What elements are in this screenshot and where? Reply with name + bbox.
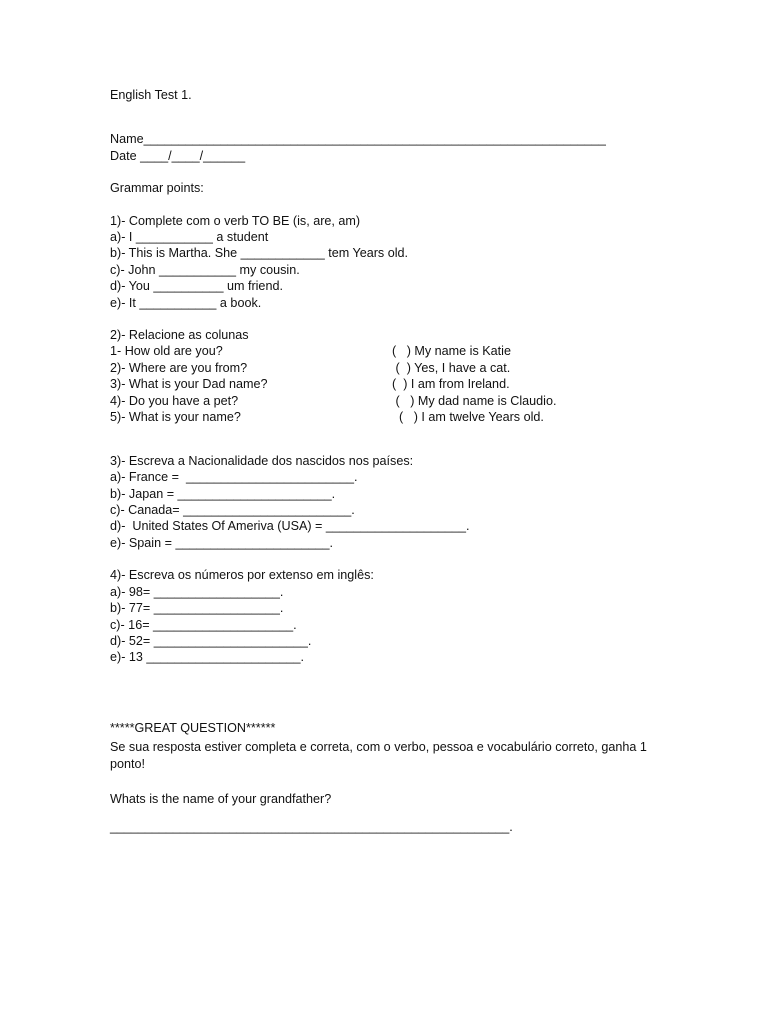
section3-item: e)- Spain = ______________________.: [110, 536, 334, 550]
section4-item: b)- 77= __________________.: [110, 601, 284, 615]
section2-question: 3)- What is your Dad name?: [110, 377, 268, 391]
section2-answer: ( ) My dad name is Claudio.: [392, 394, 557, 408]
section1-item: c)- John ___________ my cousin.: [110, 263, 300, 277]
section4-item: d)- 52= ______________________.: [110, 634, 312, 648]
date-field-line: Date ____/____/______: [110, 149, 246, 163]
section2-answer: ( ) My name is Katie: [392, 344, 511, 358]
document-title: English Test 1.: [110, 88, 192, 102]
section2-question: 4)- Do you have a pet?: [110, 394, 239, 408]
section1-item: a)- I ___________ a student: [110, 230, 269, 244]
grammar-points-heading: Grammar points:: [110, 181, 204, 195]
section2-heading: 2)- Relacione as colunas: [110, 328, 249, 342]
section1-heading: 1)- Complete com o verb TO BE (is, are, am): [110, 214, 361, 228]
section2-answer: ( ) I am from Ireland.: [392, 377, 510, 391]
section2-answer: ( ) I am twelve Years old.: [392, 410, 544, 424]
name-field-line: Name__________________________________________________________________: [110, 132, 606, 146]
great-question-answer-line: _________________________________________________________.: [110, 820, 513, 834]
great-question-text: Se sua resposta estiver completa e correta, com o verbo, pessoa e vocabulário correto, ganha 1: [110, 740, 647, 754]
section1-item: b)- This is Martha. She ____________ tem Years old.: [110, 246, 409, 260]
section4-item: e)- 13 ______________________.: [110, 650, 304, 664]
section2-question: 1- How old are you?: [110, 344, 223, 358]
section3-heading: 3)- Escreva a Nacionalidade dos nascidos nos países:: [110, 454, 414, 468]
section1-item: e)- It ___________ a book.: [110, 296, 262, 310]
section3-item: b)- Japan = ______________________.: [110, 487, 336, 501]
section4-heading: 4)- Escreva os números por extenso em inglês:: [110, 568, 374, 582]
section3-item: c)- Canada= ________________________.: [110, 503, 355, 517]
section4-item: c)- 16= ____________________.: [110, 618, 297, 632]
section4-item: a)- 98= __________________.: [110, 585, 284, 599]
section2-answer: ( ) Yes, I have a cat.: [392, 361, 511, 375]
section3-item: a)- France = ________________________.: [110, 470, 358, 484]
great-question-text: ponto!: [110, 757, 146, 771]
section2-question: 2)- Where are you from?: [110, 361, 248, 375]
section2-question: 5)- What is your name?: [110, 410, 241, 424]
section3-item: d)- United States Of Ameriva (USA) = ____________________.: [110, 519, 470, 533]
great-question-prompt: Whats is the name of your grandfather?: [110, 792, 332, 806]
section1-item: d)- You __________ um friend.: [110, 279, 283, 293]
great-question-heading: *****GREAT QUESTION******: [110, 721, 276, 735]
